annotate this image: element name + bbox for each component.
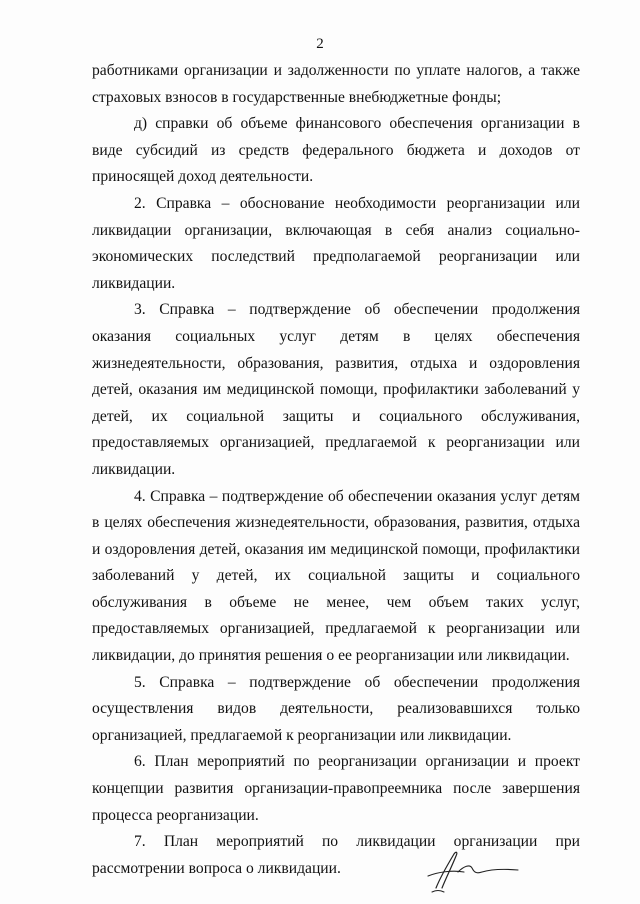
paragraph-item-2: 2. Справка – обоснование необходимости реорганизации или ликвидации организации, включающая в себя анализ социально-экономических последствий предполагаемой реорганизации или ликвидации. (92, 194, 580, 292)
page-number: 2 (316, 36, 324, 52)
paragraph-item-7: 7. План мероприятий по ликвидации организации при рассмотрении вопроса о ликвидации. (92, 833, 580, 877)
paragraph-continuation: работниками организации и задолженности по уплате налогов, а также страховых взносов в государственные внебюджетные фонды; (92, 62, 580, 106)
handwritten-signature-icon (418, 842, 528, 898)
paragraph-subitem-d: д) справки об объеме финансового обеспечения организации в виде субсидий из средств федерального бюджета и доходов от приносящей доход деятельности. (92, 115, 580, 186)
document-body (92, 58, 580, 882)
paragraph-item-3: 3. Справка – подтверждение об обеспечении продолжения оказания социальных услуг детям в целях обеспечения жизнедеятельности, образования, развития, отдыха и оздоровления детей, оказания им медицинской помощи, профилактики заболеваний у детей, их социальной защиты и социального обслуживания, предоставляемых организацией, предлагаемой к реорганизации или ликвидации. (92, 301, 580, 478)
paragraph-item-5: 5. Справка – подтверждение об обеспечении продолжения осуществления видов деятельности, реализовавшихся только организацией, предлагаемой к реорганизации или ликвидации. (92, 673, 580, 744)
paragraph-item-6: 6. План мероприятий по реорганизации организации и проект концепции развития организации-правопреемника после завершения процесса реорганизации. (92, 753, 580, 824)
paragraph-item-4: 4. Справка – подтверждение об обеспечении оказания услуг детям в целях обеспечения жизнедеятельности, образования, развития, отдыха и оздоровления детей, оказания им медицинской помощи, профилактики заболеваний у детей, их социальной защиты и социального обслуживания в объеме не менее, чем объем таких услуг, предоставляемых организацией, предлагаемой к реорганизации или ликвидации, до принятия решения о ее реорганизации или ликвидации. (92, 487, 580, 665)
